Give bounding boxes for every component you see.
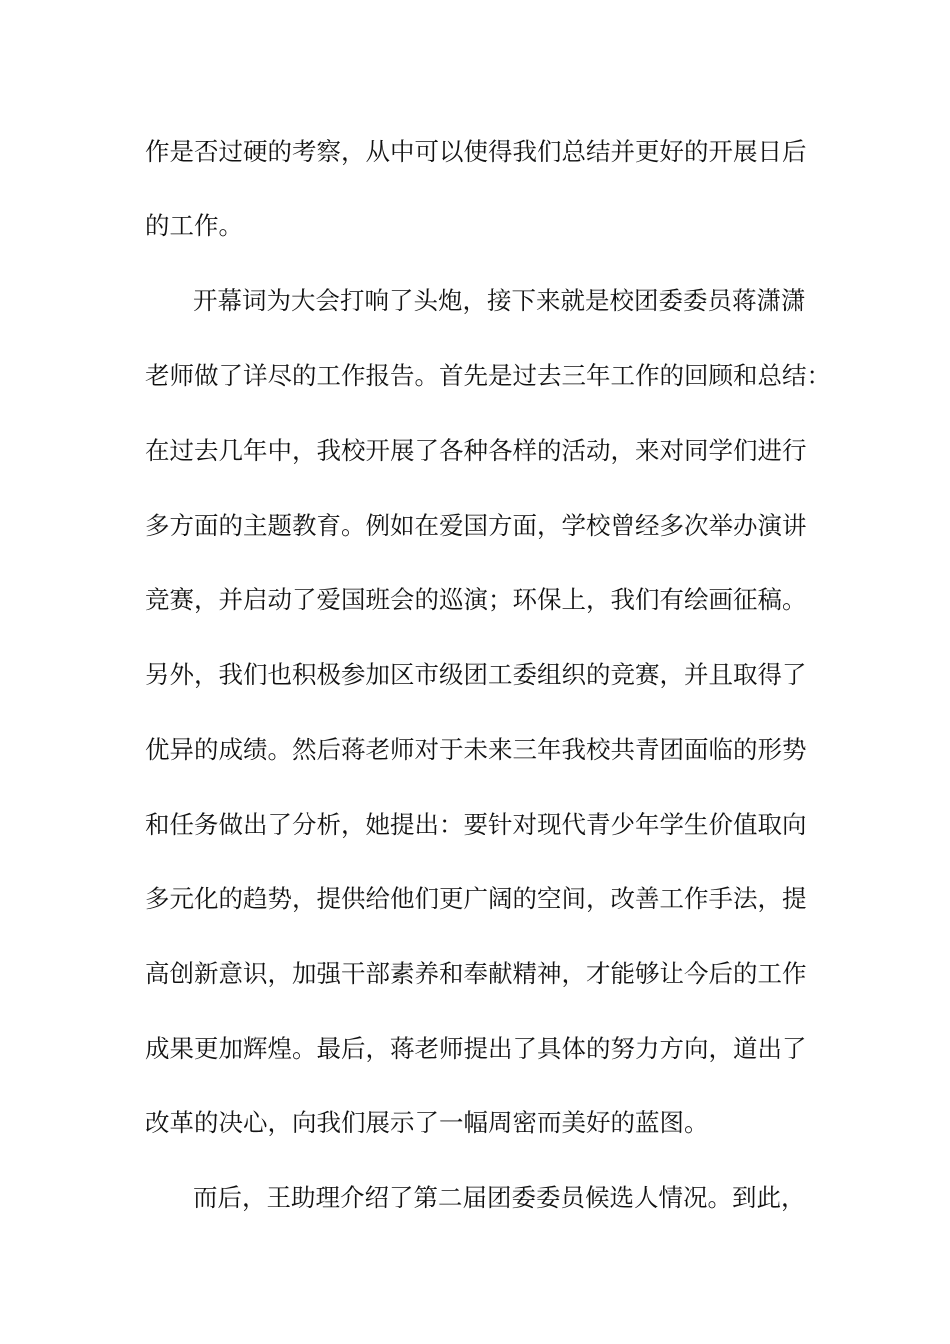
text-line: 的工作。 bbox=[145, 211, 243, 240]
paragraph-first-line: 开幕词为大会打响了头炮，接下来就是校团委委员蒋潇潇 bbox=[193, 286, 806, 315]
text-line: 在过去几年中，我校开展了各种各样的活动，来对同学们进行 bbox=[145, 436, 807, 465]
text-line: 多方面的主题教育。例如在爱国方面，学校曾经多次举办演讲 bbox=[145, 511, 807, 540]
text-line: 高创新意识，加强干部素养和奉献精神，才能够让今后的工作 bbox=[145, 959, 807, 988]
text-line: 和任务做出了分析，她提出：要针对现代青少年学生价值取向 bbox=[145, 810, 807, 839]
text-line: 成果更加辉煌。最后，蒋老师提出了具体的努力方向，道出了 bbox=[145, 1034, 807, 1063]
text-line: 竞赛，并启动了爱国班会的巡演；环保上，我们有绘画征稿。 bbox=[145, 585, 807, 614]
text-line: 老师做了详尽的工作报告。首先是过去三年工作的回顾和总结： bbox=[145, 361, 831, 390]
text-line: 另外，我们也积极参加区市级团工委组织的竞赛，并且取得了 bbox=[145, 660, 807, 689]
paragraph-first-line: 而后，王助理介绍了第二届团委委员候选人情况。到此， bbox=[193, 1183, 806, 1212]
text-line: 多元化的趋势，提供给他们更广阔的空间，改善工作手法，提 bbox=[145, 884, 807, 913]
text-line: 改革的决心，向我们展示了一幅周密而美好的蓝图。 bbox=[145, 1108, 709, 1137]
text-line: 优异的成绩。然后蒋老师对于未来三年我校共青团面临的形势 bbox=[145, 735, 807, 764]
text-line: 作是否过硬的考察，从中可以使得我们总结并更好的开展日后 bbox=[145, 137, 807, 166]
